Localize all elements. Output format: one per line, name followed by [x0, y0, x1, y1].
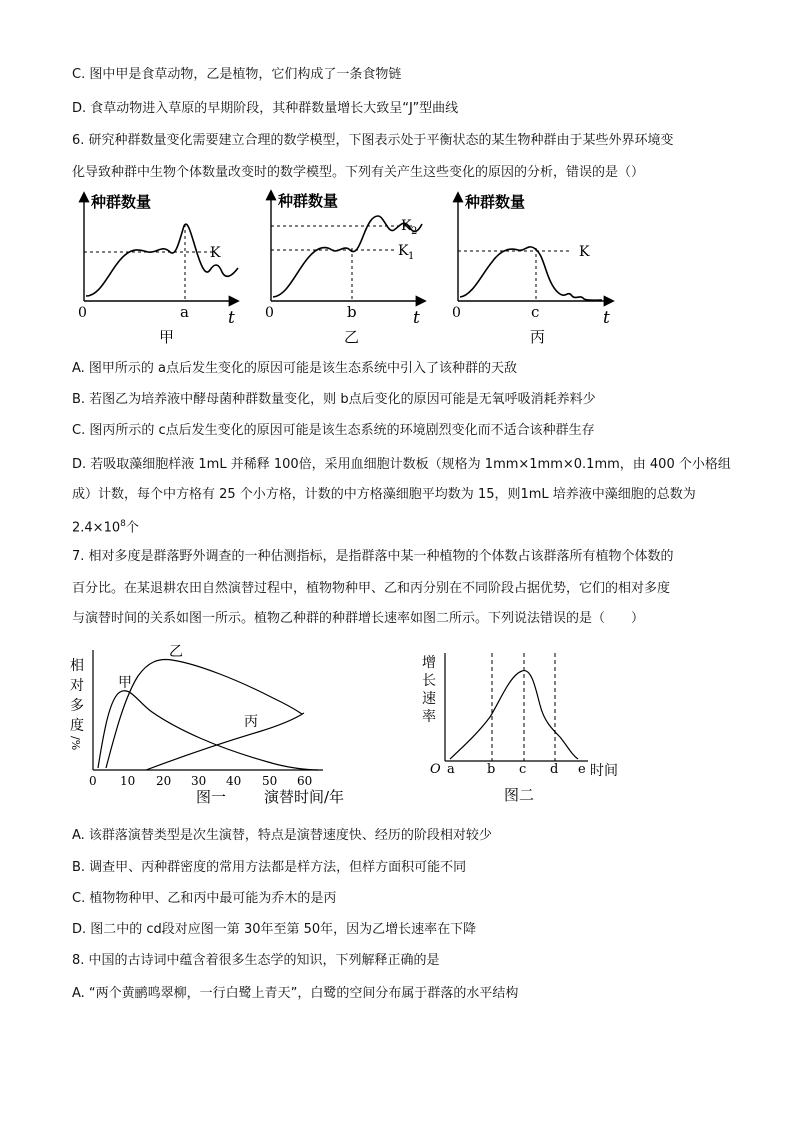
series-yi: 乙 [169, 644, 183, 660]
svg-text:60: 60 [297, 774, 313, 788]
svg-text:b: b [487, 762, 496, 777]
yi-origin: 0 [265, 305, 274, 321]
series-jia: 甲 [118, 675, 132, 691]
svg-text:率: 率 [422, 709, 436, 725]
fig1-caption: 图一 [196, 788, 227, 806]
fig2-caption: 图二 [504, 786, 535, 804]
option-7c: C. 植物物种甲、乙和丙中最可能为乔木的是丙 [72, 891, 337, 906]
svg-text:a: a [447, 762, 455, 777]
fig2-origin: O [430, 762, 441, 777]
figure-6 [72, 186, 632, 352]
yi-k1: K [398, 243, 409, 259]
option-7d: D. 图二中的 cd段对应图一第 30年至第 50年，因为乙增长速率在下降 [72, 922, 477, 937]
svg-text:30: 30 [191, 774, 207, 788]
panel-jia [78, 193, 238, 346]
option-7a: A. 该群落演替类型是次生演替，特点是演替速度快、经历的阶段相对较少 [72, 828, 492, 843]
fig1-xticks [89, 774, 312, 788]
yi-ylabel: 种群数量 [278, 192, 339, 210]
jia-k: K [210, 245, 221, 261]
fig1-ylabel [69, 657, 84, 750]
growth-rate-curve [450, 671, 578, 759]
option-6d-prev: D. 食草动物进入草原的早期阶段，其种群数量增长大致呈“J”型曲线 [72, 101, 459, 116]
figure-7-2 [420, 645, 630, 807]
question-7-line3: 与演替时间的关系如图一所示。植物乙种群的种群增长速率如图二所示。下列说法错误的是（ ） [72, 611, 645, 626]
svg-text:0: 0 [89, 774, 97, 788]
question-7-line2: 百分比。在某退耕农田自然演替过程中，植物物种甲、乙和丙分别在不同阶段占据优势，它们的相对多度 [72, 581, 671, 596]
svg-text:对: 对 [70, 678, 84, 694]
svg-text:长: 长 [422, 673, 436, 689]
option-6d-line3 [72, 515, 139, 537]
svg-text:度: 度 [70, 718, 84, 734]
jia-ylabel: 种群数量 [91, 193, 152, 211]
cell-count-exp: 8 [120, 519, 126, 529]
cell-count-base: 2.4×10 [72, 520, 121, 536]
option-7b: B. 调查甲、丙种群密度的常用方法都是样方法，但样方面积可能不同 [72, 860, 467, 875]
svg-text:增: 增 [422, 655, 436, 671]
option-6b: B. 若图乙为培养液中酵母菌种群数量变化，则 b点后变化的原因可能是无氧呼吸消耗养料少 [72, 392, 596, 407]
bing-t: t [603, 308, 610, 328]
option-6d-line2: 成）计数，每个中方格有 25 个小方格，计数的中方格藻细胞平均数为 15，则1mL 培养液中藻细胞的总数为 [72, 487, 696, 502]
jia-t: t [228, 308, 235, 328]
yi-k2-sub: 2 [411, 226, 418, 237]
question-8: 8. 中国的古诗词中蕴含着很多生态学的知识，下列解释正确的是 [72, 953, 440, 968]
svg-text:40: 40 [226, 774, 242, 788]
svg-text:20: 20 [156, 774, 172, 788]
svg-text:c: c [519, 762, 527, 777]
bing-origin: 0 [452, 305, 461, 321]
svg-text:d: d [550, 762, 559, 777]
option-6d-line1: D. 若吸取藻细胞样液 1mL 并稀释 100倍，采用血细胞计数板（规格为 1mm×1mm×0.1mm，由 400 个小格组 [72, 457, 731, 472]
jia-name: 甲 [159, 328, 175, 346]
svg-text:50: 50 [262, 774, 278, 788]
yi-mark: b [347, 303, 357, 321]
svg-text:多: 多 [70, 698, 84, 714]
jia-mark: a [180, 303, 189, 321]
curve-jia [98, 691, 318, 770]
question-6-line1: 6. 研究种群数量变化需要建立合理的数学模型，下图表示处于平衡状态的某生物种群由于某些外界环境变 [72, 133, 674, 148]
option-8a: A. “两个黄鹂鸣翠柳，一行白鹭上青天”，白鹭的空间分布属于群落的水平结构 [72, 986, 519, 1001]
bing-ylabel: 种群数量 [465, 193, 526, 211]
yi-k2: K [401, 218, 412, 234]
svg-text:10: 10 [120, 774, 136, 788]
svg-text:e: e [578, 762, 586, 777]
yi-k1-sub: 1 [408, 251, 415, 262]
series-bing: 丙 [244, 714, 258, 730]
panel-yi [265, 192, 424, 346]
panel-bing [452, 193, 612, 346]
option-6c-prev: C. 图中甲是食草动物，乙是植物，它们构成了一条食物链 [72, 67, 402, 82]
jia-origin: 0 [78, 305, 87, 321]
cell-count-unit: 个 [125, 520, 139, 536]
question-7-line1: 7. 相对多度是群落野外调查的一种估测指标，是指群落中某一种植物的个体数占该群落所有植物个体数的 [72, 549, 674, 564]
fig2-ylabel [422, 655, 436, 725]
fig2-xticks [447, 762, 586, 777]
svg-text:/%: /% [69, 736, 82, 751]
figure-7-1 [68, 640, 368, 810]
option-6a: A. 图甲所示的 a点后发生变化的原因可能是该生态系统中引入了该种群的天敌 [72, 361, 518, 376]
curve-yi [106, 660, 302, 768]
curve-bing [146, 713, 304, 770]
svg-text:相: 相 [70, 658, 84, 674]
fig2-xlabel: 时间 [590, 763, 618, 779]
yi-name: 乙 [344, 328, 360, 346]
svg-text:速: 速 [422, 691, 436, 707]
yi-t: t [413, 308, 420, 328]
question-6-line2: 化导致种群中生物个体数量改变时的数学模型。下列有关产生这些变化的原因的分析，错误的是（） [72, 165, 645, 180]
fig1-xlabel: 演替时间/年 [264, 788, 345, 806]
option-6c: C. 图丙所示的 c点后发生变化的原因可能是该生态系统的环境剧烈变化而不适合该种群生存 [72, 423, 595, 438]
bing-k: K [579, 244, 590, 260]
bing-name: 丙 [530, 328, 546, 346]
bing-mark: c [531, 303, 540, 321]
